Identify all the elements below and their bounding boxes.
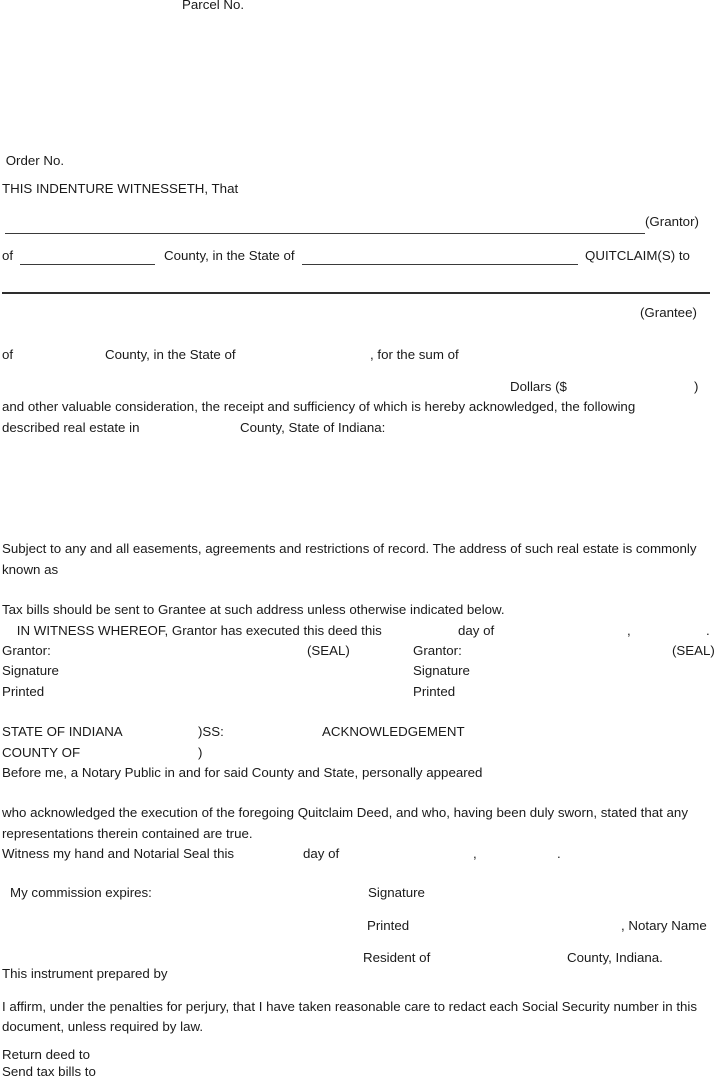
notary-signature-label: Signature — [368, 885, 425, 900]
parcel-no-label: Parcel No. — [182, 0, 245, 12]
notary-county-indiana-label: County, Indiana. — [567, 950, 663, 965]
order-no-label: Order No. — [2, 153, 65, 168]
dollars-close-label: ) — [694, 379, 699, 394]
in-witness-whereof-text: IN WITNESS WHEREOF, Grantor has executed this deed this — [2, 623, 382, 638]
grantee-name-blank[interactable] — [2, 292, 710, 294]
grantee-origin-county-label: County, in the State of — [105, 347, 236, 362]
grantor-state-blank[interactable] — [302, 264, 578, 265]
indenture-opening: THIS INDENTURE WITNESSETH, That — [2, 181, 239, 196]
who-acknowledged-line1: who acknowledged the execution of the foregoing Quitclaim Deed, and who, having been duly sworn, stated that any — [2, 805, 688, 820]
notary-resident-of-label: Resident of — [363, 950, 431, 965]
grantor-caption: (Grantor) — [645, 214, 699, 229]
other-consideration-text: and other valuable consideration, the receipt and sufficiency of which is hereby acknowledged, the following — [2, 399, 636, 414]
affirmation-line1: I affirm, under the penalties for perjury, that I have taken reasonable care to redact each Social Security number in this — [2, 999, 698, 1014]
tax-bills-notice: Tax bills should be sent to Grantee at such address unless otherwise indicated below. — [2, 602, 505, 617]
execution-period: . — [706, 623, 710, 638]
seal-left: (SEAL) — [307, 643, 350, 658]
printed-label-right: Printed — [413, 684, 456, 699]
grantor-county-blank[interactable] — [20, 264, 155, 265]
prepared-by-label: This instrument prepared by — [2, 966, 168, 981]
county-state-indiana-label: County, State of Indiana: — [240, 420, 386, 435]
acknowledgement-day-of-label: day of — [303, 846, 340, 861]
printed-label-left: Printed — [2, 684, 45, 699]
execution-day-of-label: day of — [458, 623, 495, 638]
acknowledgement-comma: , — [473, 846, 477, 861]
before-me-text: Before me, a Notary Public in and for said County and State, personally appeared — [2, 765, 483, 780]
grantor-label-left: Grantor: — [2, 643, 51, 658]
ss-paren-label: )SS: — [198, 724, 224, 739]
described-real-estate-label: described real estate in — [2, 420, 140, 435]
commission-expires-label: My commission expires: — [10, 885, 152, 900]
notary-name-label: , Notary Name — [621, 918, 707, 933]
subject-clause-line1: Subject to any and all easements, agreements and restrictions of record. The address of such real estate is commonly — [2, 541, 697, 556]
grantor-origin-county-label: County, in the State of — [164, 248, 295, 263]
signature-label-right: Signature — [413, 663, 470, 678]
notary-printed-label: Printed — [367, 918, 410, 933]
who-acknowledged-line2: representations therein contained are true. — [2, 826, 253, 841]
acknowledgement-period: . — [557, 846, 561, 861]
quitclaims-to-label: QUITCLAIM(S) to — [585, 248, 690, 263]
send-tax-bills-to-label: Send tax bills to — [2, 1064, 96, 1076]
grantor-name-blank[interactable] — [5, 233, 645, 234]
affirmation-line2: document, unless required by law. — [2, 1019, 204, 1034]
grantee-origin-of-label: of — [2, 347, 14, 362]
county-of-close-paren: ) — [198, 745, 203, 760]
county-of-label: COUNTY OF — [2, 745, 81, 760]
grantor-origin-of-label: of — [2, 248, 14, 263]
signature-label-left: Signature — [2, 663, 59, 678]
return-deed-to-label: Return deed to — [2, 1047, 90, 1062]
seal-right: (SEAL) — [672, 643, 715, 658]
grantor-label-right: Grantor: — [413, 643, 462, 658]
dollars-open-label: Dollars ($ — [510, 379, 567, 394]
witness-my-hand-text: Witness my hand and Notarial Seal this — [2, 846, 235, 861]
acknowledgement-heading: ACKNOWLEDGEMENT — [322, 724, 465, 739]
for-the-sum-of-label: , for the sum of — [370, 347, 459, 362]
execution-comma: , — [627, 623, 631, 638]
subject-clause-line2: known as — [2, 562, 59, 577]
grantee-caption: (Grantee) — [640, 305, 697, 320]
state-of-indiana-label: STATE OF INDIANA — [2, 724, 123, 739]
